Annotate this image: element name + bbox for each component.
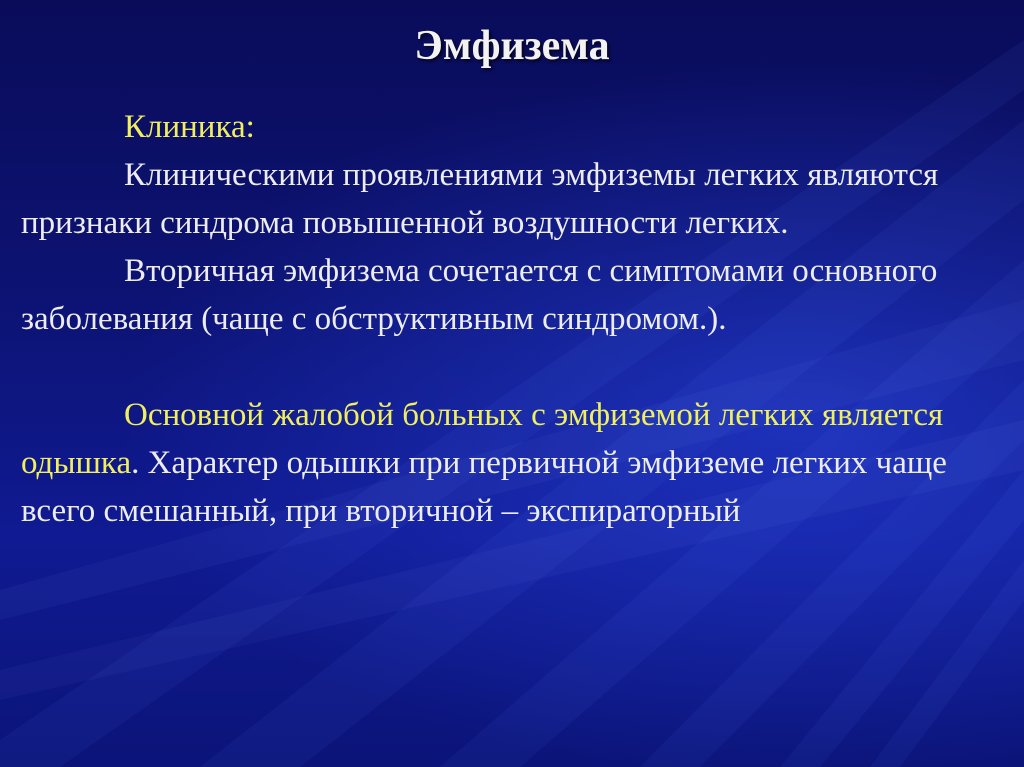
- slide-body: [21, 103, 996, 535]
- paragraph-secondary-emphysema: [21, 247, 996, 343]
- paragraph-clinical-signs: [21, 151, 996, 247]
- slide-title: Эмфизема: [414, 23, 610, 69]
- paragraph-clinical-signs-text: Клиническими проявлениями эмфиземы легких являются признаки синдрома повышенной воздушности легких.: [21, 157, 939, 241]
- paragraph-main-complaint: [21, 391, 996, 535]
- paragraph-gap: [21, 343, 996, 391]
- clinic-heading-line: [21, 103, 996, 151]
- clinic-heading: Клиника:: [124, 109, 255, 145]
- paragraph-secondary-emphysema-text: Вторичная эмфизема сочетается с симптомами основного заболевания (чаще с обструктивным синдромом.).: [21, 253, 938, 337]
- main-complaint-highlight: Основной жалобой больных с эмфиземой легких является одышка: [21, 397, 944, 481]
- main-complaint-rest: . Характер одышки при первичной эмфиземе легких чаще всего смешанный, при вторичной – экспираторный: [21, 445, 947, 529]
